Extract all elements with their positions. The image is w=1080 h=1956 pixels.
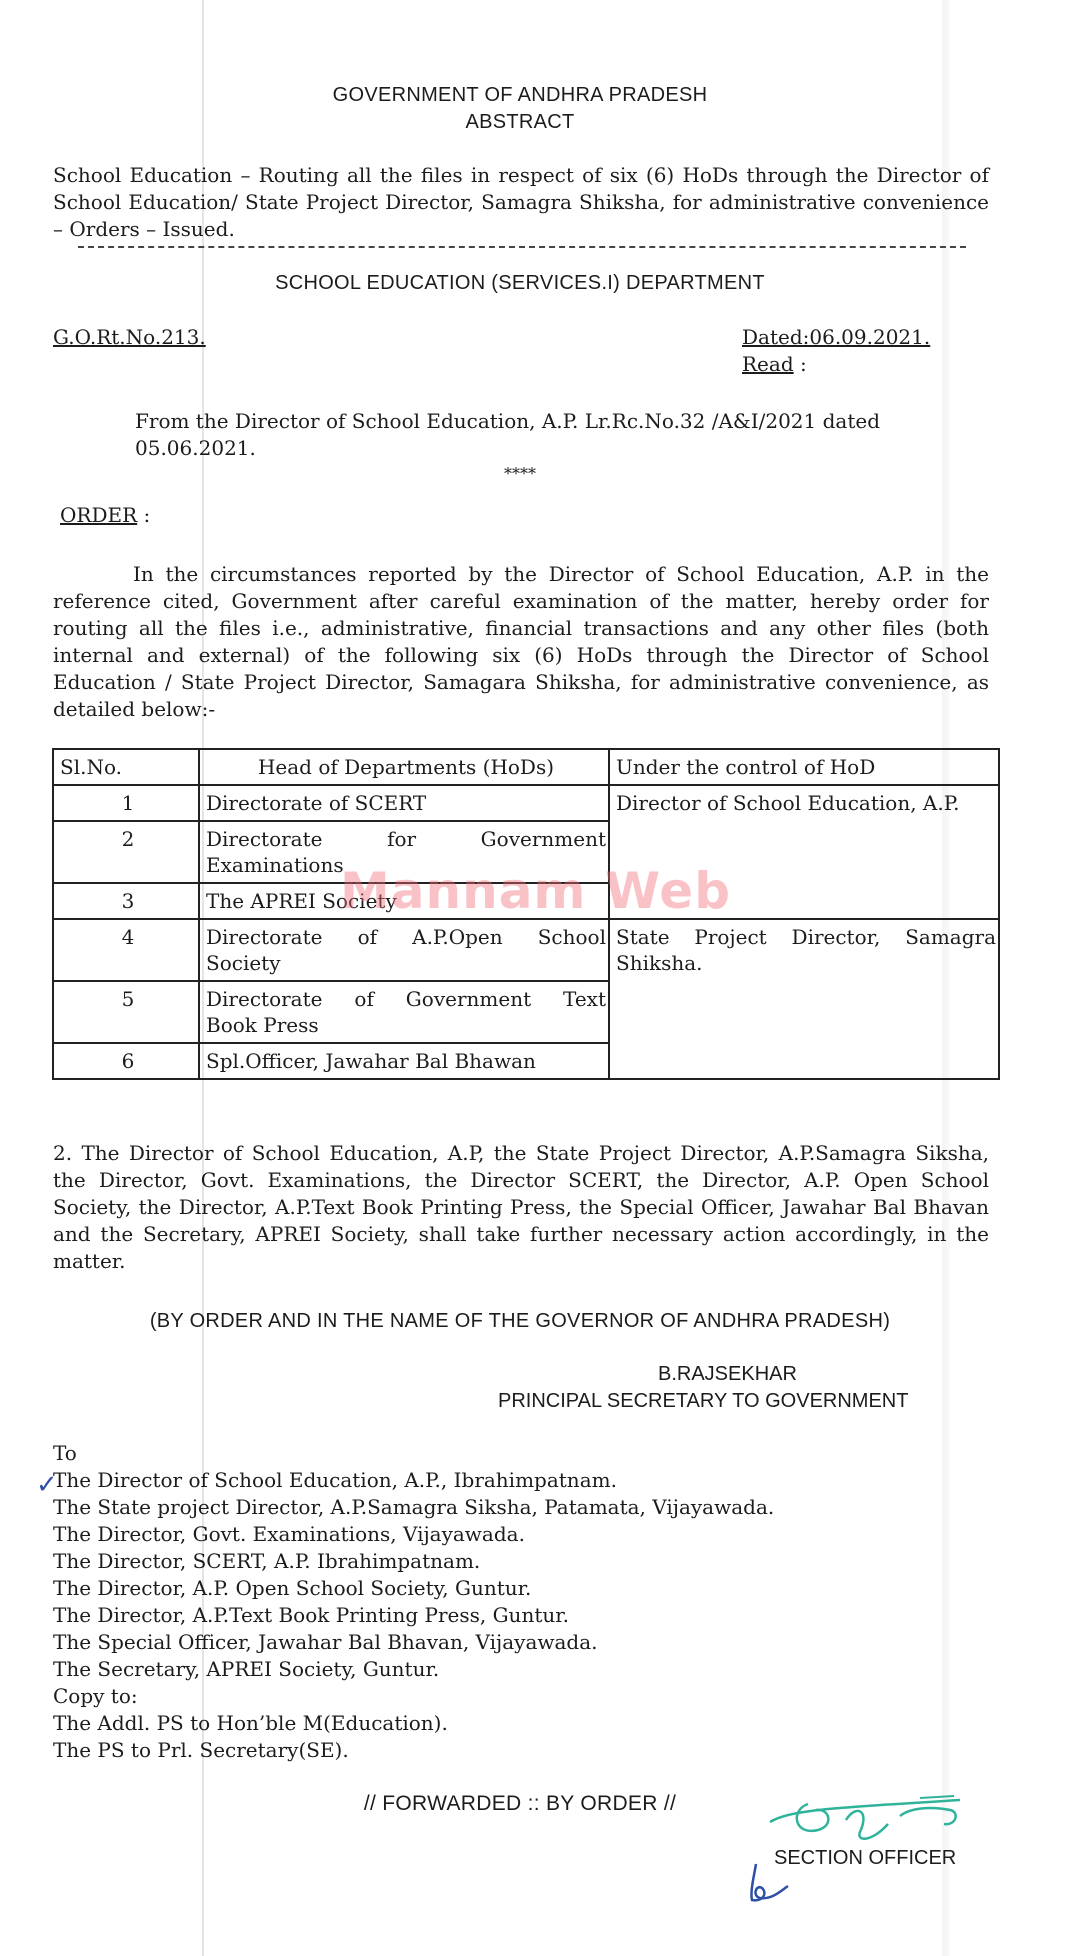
forwarded-line: // FORWARDED :: BY ORDER // <box>363 1792 677 1815</box>
order-label <box>60 502 150 529</box>
to-label: To <box>53 1441 77 1465</box>
row-hod-line1: Spl.Officer, Jawahar Bal Bhawan <box>206 1049 536 1073</box>
row-hod-line2: Society <box>206 951 281 975</box>
list-item: The Director, A.P. Open School Society, Guntur. <box>53 1576 532 1600</box>
stars-separator: **** <box>504 464 536 483</box>
department-heading: SCHOOL EDUCATION (SERVICES.I) DEPARTMENT <box>275 272 765 294</box>
list-item: The Secretary, APREI Society, Guntur. <box>53 1657 440 1681</box>
row-hod <box>199 919 609 981</box>
order-label-text: ORDER <box>60 503 138 527</box>
list-item: The Special Officer, Jawahar Bal Bhavan, Vijayawada. <box>53 1630 598 1654</box>
row-slno: 2 <box>53 821 199 883</box>
subject-paragraph: School Education – Routing all the files in respect of six (6) HoDs through the Director of School Education/ State Project Director, Samagra Shiksha, for administrative convenience – Orders – Issued. <box>53 163 989 241</box>
list-item: The PS to Prl. Secretary(SE). <box>53 1738 349 1762</box>
list-item: The Director, Govt. Examinations, Vijayawada. <box>53 1522 525 1546</box>
go-number: G.O.Rt.No.213. <box>53 325 206 349</box>
row-slno: 3 <box>53 883 199 919</box>
col-header-hod: Head of Departments (HoDs) <box>199 749 609 785</box>
row-hod <box>199 981 609 1043</box>
row-hod <box>199 785 609 821</box>
control-group-2 <box>609 919 999 1079</box>
row-hod-line1: The APREI Society <box>206 889 397 913</box>
action-paragraph: 2. The Director of School Education, A.P, the State Project Director, A.P.Samagra Siksha, the Director, Govt. Examinations, the Director SCERT, the Director, A.P. Open School Society, the Director, A.P.Text Book Printing Press, the Special Officer, Jawahar Bal Bhavan and the Secretary, APREI Society, shall take further necessary action accordingly, in the matter. <box>53 1141 989 1273</box>
watermark: Mannam Web <box>340 862 732 920</box>
row-hod-line1: Directorate of Government Text <box>206 987 606 1011</box>
order-colon: : <box>137 503 151 527</box>
row-hod-line1: Directorate for Government <box>206 827 606 851</box>
table-row <box>53 785 999 821</box>
signatory-name: B.RAJSEKHAR <box>658 1363 797 1385</box>
row-slno: 4 <box>53 919 199 981</box>
row-slno: 6 <box>53 1043 199 1079</box>
col-header-control: Under the control of HoD <box>609 749 999 785</box>
row-hod-line1: Directorate of A.P.Open School <box>206 925 606 949</box>
by-order-line: (BY ORDER AND IN THE NAME OF THE GOVERNOR OF ANDHRA PRADESH) <box>149 1310 891 1332</box>
read-label <box>742 351 807 378</box>
col-header-slno: Sl.No. <box>53 749 199 785</box>
list-item: The Addl. PS to Hon’ble M(Education). <box>53 1711 448 1735</box>
control-group-1-text: Director of School Education, A.P. <box>616 791 960 815</box>
section-officer: SECTION OFFICER <box>774 1847 957 1869</box>
government-heading: GOVERNMENT OF ANDHRA PRADESH <box>332 84 708 106</box>
read-label-text: Read <box>742 352 794 376</box>
read-colon: : <box>793 352 807 376</box>
row-slno: 5 <box>53 981 199 1043</box>
list-item: The State project Director, A.P.Samagra Siksha, Patamata, Vijayawada. <box>53 1495 775 1519</box>
list-item: The Director, SCERT, A.P. Ibrahimpatnam. <box>53 1549 481 1573</box>
row-slno: 1 <box>53 785 199 821</box>
list-item: The Director, A.P.Text Book Printing Press, Guntur. <box>53 1603 569 1627</box>
dashed-separator <box>78 246 966 248</box>
table-row <box>53 919 999 981</box>
row-hod-line1: Directorate of SCERT <box>206 791 427 815</box>
order-paragraph: In the circumstances reported by the Director of School Education, A.P. in the reference cited, Government after careful examination of the matter, hereby order for routing all the files i.e., administrative, financial transactions and any other files (both internal and external) of the following six (6) HoDs through the Director of School Education / State Project Director, Samagara Shiksha, for administrative convenience, as detailed below:- <box>53 562 989 721</box>
initials-icon <box>742 1858 802 1908</box>
checkmark-icon: ✓ <box>36 1470 58 1500</box>
abstract-heading: ABSTRACT <box>465 111 575 133</box>
row-hod-line2: Examinations <box>206 853 344 877</box>
list-item: The Director of School Education, A.P., Ibrahimpatnam. <box>53 1468 617 1492</box>
reference-text: From the Director of School Education, A.P. Lr.Rc.No.32 /A&I/2021 dated 05.06.2021. <box>135 409 881 460</box>
row-hod <box>199 1043 609 1079</box>
go-date: Dated:06.09.2021. <box>742 325 931 349</box>
row-hod-line2: Book Press <box>206 1013 319 1037</box>
table-header-row <box>53 749 999 785</box>
signatory-title: PRINCIPAL SECRETARY TO GOVERNMENT <box>498 1390 909 1412</box>
control-group-2-text: State Project Director, Samagra Shiksha. <box>616 925 996 975</box>
copy-to-label: Copy to: <box>53 1684 138 1708</box>
distribution-list <box>53 1440 774 1764</box>
